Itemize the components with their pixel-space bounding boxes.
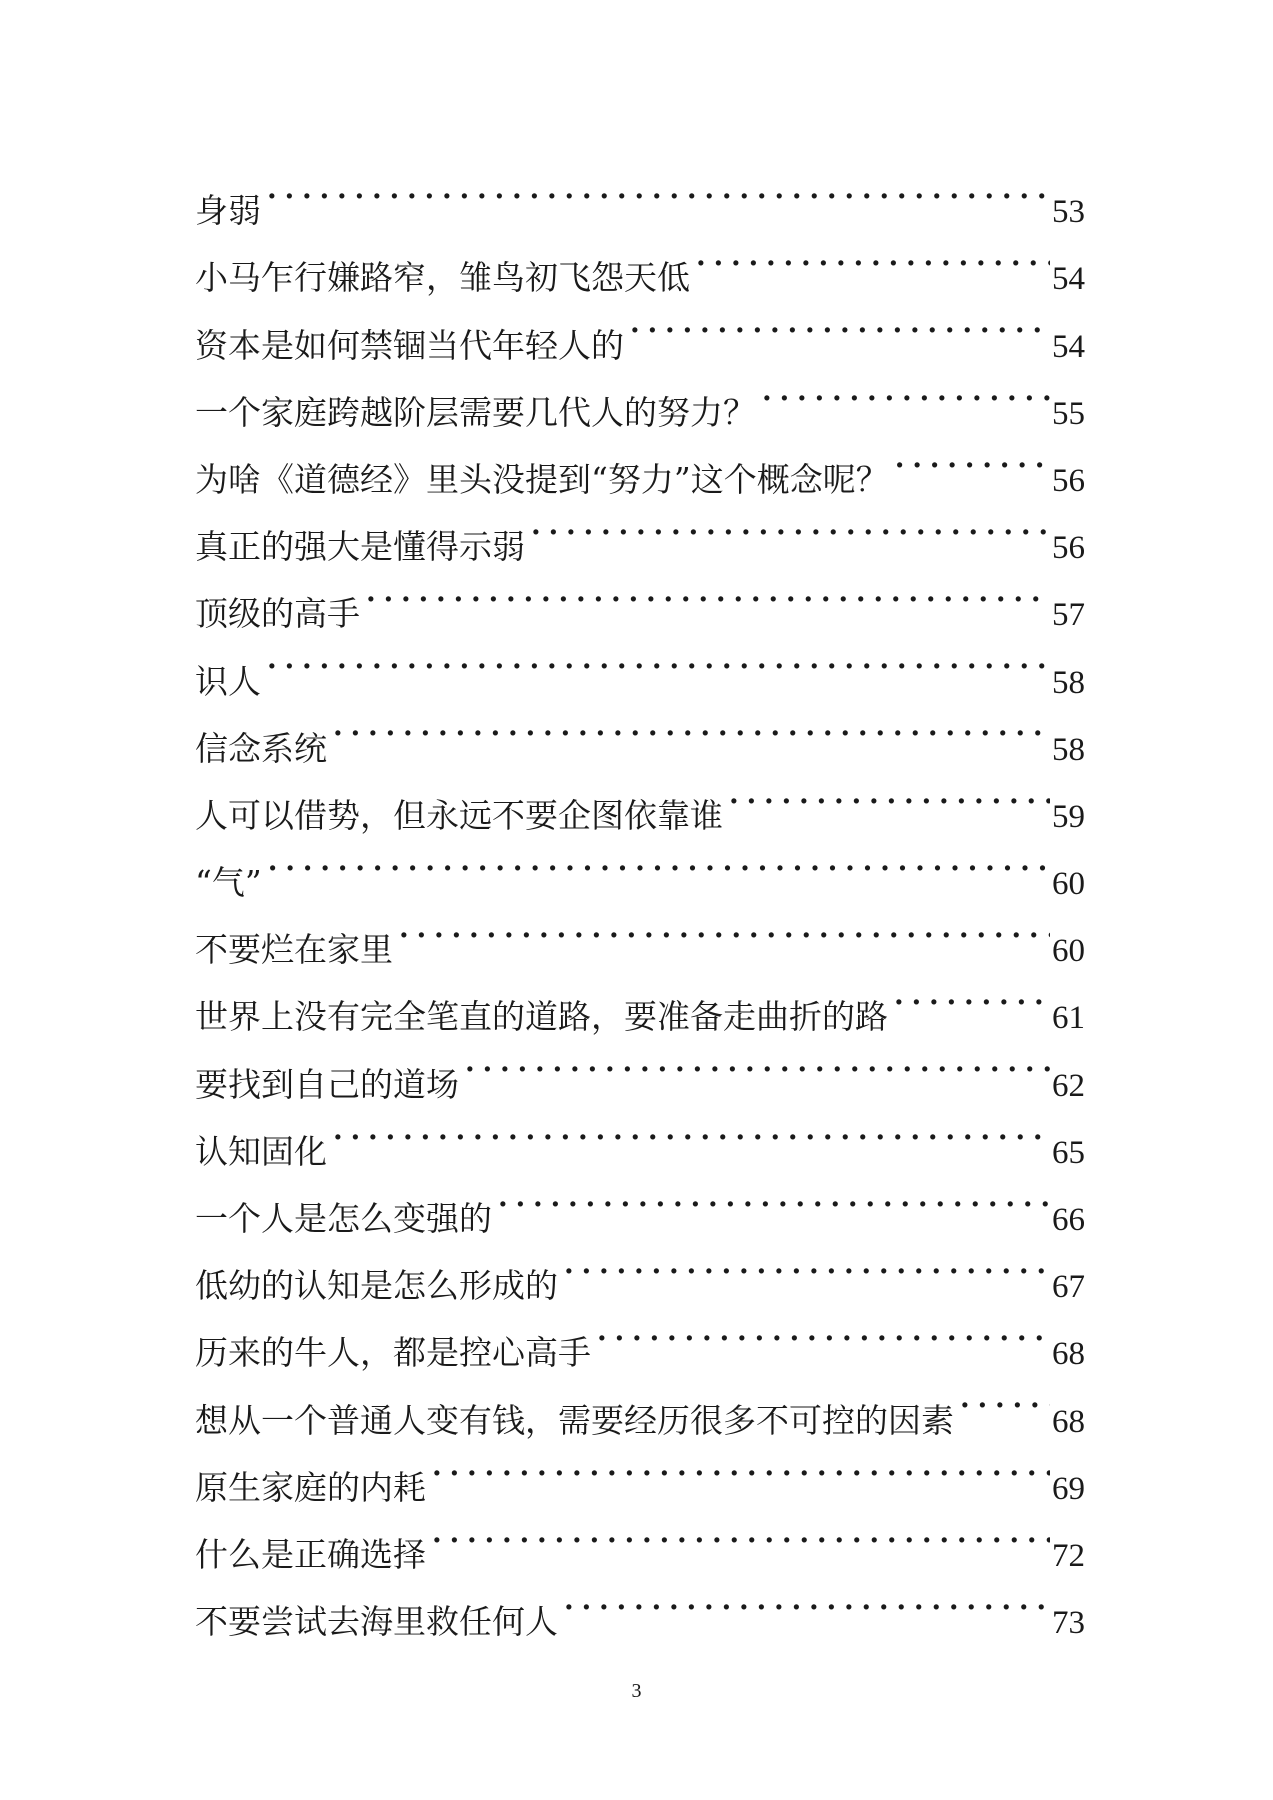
toc-entry-page: 62: [1052, 1067, 1085, 1104]
toc-entry-page: 65: [1052, 1134, 1085, 1171]
toc-entry-title: 顶级的高手: [195, 594, 360, 634]
toc-entry-title: 身弱: [195, 191, 261, 231]
toc-leader-dots: [564, 1566, 1050, 1633]
toc-leader-dots: [432, 1432, 1050, 1499]
toc-entry-title: 一个人是怎么变强的: [195, 1199, 492, 1238]
toc-entry-page: 53: [1052, 194, 1085, 231]
toc-leader-dots: [960, 1364, 1050, 1431]
table-of-contents: [195, 155, 1085, 1642]
toc-entry-page: 60: [1052, 866, 1085, 903]
toc-entry-title: 为啥《道德经》里头没提到“努力”这个概念呢？: [195, 459, 889, 499]
toc-entry-title: 认知固化: [195, 1131, 327, 1171]
toc-leader-dots: [432, 1499, 1050, 1566]
toc-entry-title: 低幼的认知是怎么形成的: [195, 1266, 558, 1306]
toc-entry-title: 一个家庭跨越阶层需要几代人的努力？: [195, 392, 756, 432]
toc-leader-dots: [498, 1163, 1050, 1230]
toc-entry[interactable]: [195, 693, 1085, 768]
toc-leader-dots: [465, 1028, 1050, 1095]
toc-leader-dots: [630, 289, 1050, 356]
toc-entry-page: 68: [1052, 1336, 1085, 1373]
toc-entry-page: 66: [1052, 1202, 1085, 1238]
toc-entry-page: 73: [1052, 1605, 1085, 1642]
toc-entry[interactable]: [195, 625, 1085, 701]
toc-leader-dots: [333, 693, 1050, 760]
toc-leader-dots: [564, 1230, 1050, 1297]
toc-entry-title: 信念系统: [195, 728, 327, 768]
toc-entry-page: 68: [1052, 1403, 1085, 1440]
toc-leader-dots: [895, 424, 1050, 491]
toc-leader-dots: [333, 1096, 1050, 1163]
toc-entry-page: 59: [1052, 798, 1085, 835]
toc-leader-dots: [729, 760, 1050, 827]
toc-entry-page: 61: [1052, 1000, 1085, 1037]
toc-entry-title: 人可以借势，但永远不要企图依靠谁: [195, 795, 723, 835]
toc-entry-title: 不要烂在家里: [195, 930, 393, 970]
toc-leader-dots: [366, 558, 1050, 625]
toc-leader-dots: [894, 961, 1050, 1028]
toc-leader-dots: [762, 357, 1050, 424]
toc-entry-title: 识人: [195, 661, 261, 701]
toc-entry-title: “气”: [195, 863, 262, 903]
toc-entry-page: 58: [1052, 731, 1085, 768]
toc-entry-title: 小马乍行嫌路窄，雏鸟初飞怨天低: [195, 258, 690, 298]
toc-entry-page: 60: [1052, 933, 1085, 970]
toc-entry-page: 67: [1052, 1269, 1085, 1306]
toc-leader-dots: [267, 625, 1050, 692]
toc-leader-dots: [399, 894, 1050, 961]
toc-entry-page: 58: [1052, 664, 1085, 701]
toc-entry-page: 56: [1052, 530, 1085, 567]
toc-entry-page: 56: [1052, 462, 1085, 499]
page-number: 3: [631, 1680, 642, 1702]
toc-leader-dots: [531, 491, 1050, 558]
toc-entry-title: 不要尝试去海里救任何人: [195, 1602, 558, 1642]
toc-entry-title: 历来的牛人，都是控心高手: [195, 1333, 591, 1373]
toc-entry-title: 原生家庭的内耗: [195, 1467, 426, 1507]
toc-entry-page: 72: [1052, 1537, 1085, 1574]
toc-entry-page: 55: [1052, 395, 1085, 432]
toc-entry-title: 真正的强大是懂得示弱: [195, 527, 525, 567]
toc-entry-title: 世界上没有完全笔直的道路，要准备走曲折的路: [195, 997, 888, 1037]
toc-entry[interactable]: [195, 155, 1085, 231]
toc-entry-title: 资本是如何禁锢当代年轻人的: [195, 325, 624, 365]
toc-entry-page: 69: [1052, 1470, 1085, 1507]
toc-entry-title: 要找到自己的道场: [195, 1064, 459, 1104]
toc-entry[interactable]: [195, 222, 1085, 298]
toc-entry-title: 什么是正确选择: [195, 1534, 426, 1574]
toc-entry-page: 54: [1052, 328, 1085, 365]
toc-leader-dots: [597, 1297, 1050, 1364]
toc-leader-dots: [696, 222, 1050, 289]
toc-leader-dots: [267, 155, 1050, 222]
toc-entry[interactable]: [195, 894, 1085, 970]
toc-entry-page: 57: [1052, 597, 1085, 634]
toc-entry-page: 54: [1052, 261, 1085, 298]
toc-entry[interactable]: [195, 827, 1085, 903]
toc-entry-title: 想从一个普通人变有钱，需要经历很多不可控的因素: [195, 1400, 954, 1440]
toc-leader-dots: [268, 827, 1050, 894]
